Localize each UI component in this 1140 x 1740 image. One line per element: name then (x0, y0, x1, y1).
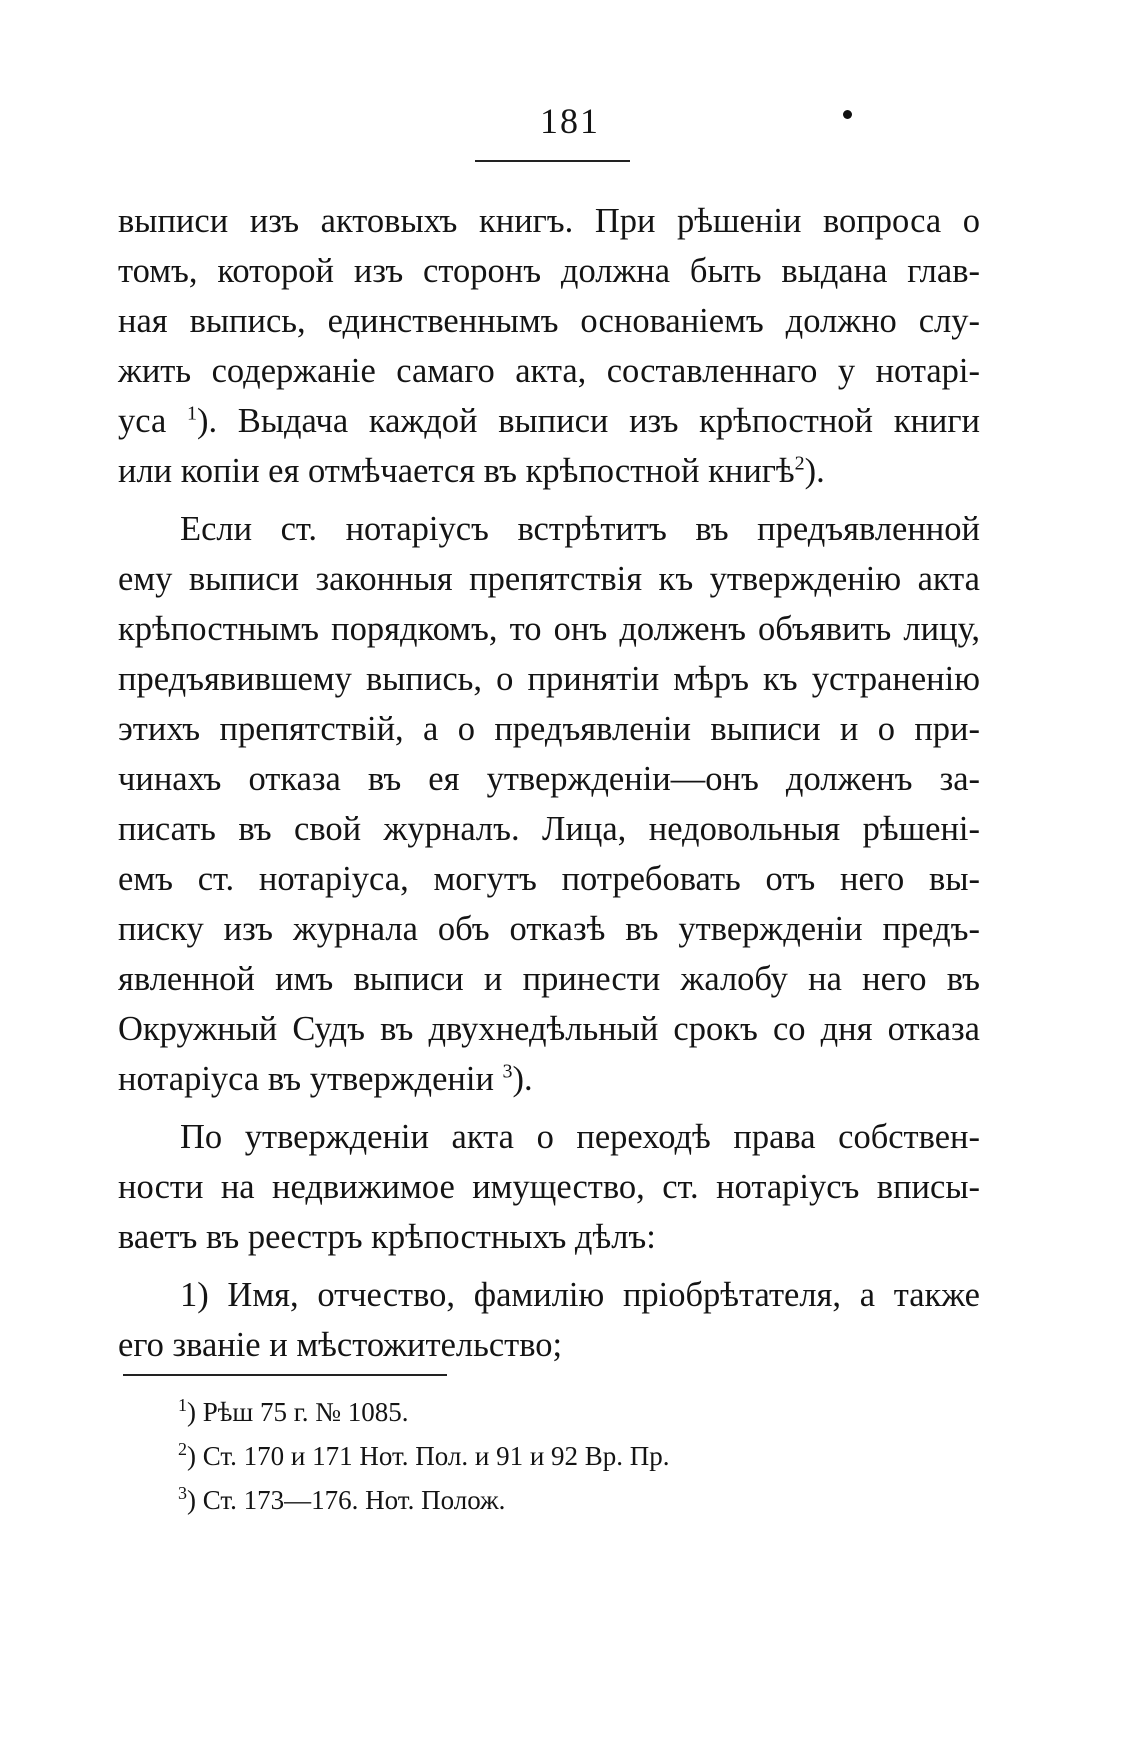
text-line: ная выпись, единственнымъ основаніемъ должно слу- (118, 302, 980, 340)
text-line: писку изъ журнала объ отказѣ въ утвержденіи предъ- (118, 910, 980, 948)
text-line: чинахъ отказа въ ея утвержденіи—онъ долженъ за- (118, 760, 980, 798)
footnote (178, 1478, 670, 1522)
footnotes (178, 1390, 670, 1522)
ink-mark (843, 110, 852, 119)
text-line: томъ, которой изъ сторонъ должна быть выдана глав- (118, 252, 980, 290)
text-fragment: нотаріуса въ утвержденіи (118, 1060, 494, 1098)
footnote-ref: 3 (502, 1060, 513, 1083)
text-line: жить содержаніе самаго акта, составленнаго у нотарі- (118, 352, 980, 390)
footnote (178, 1390, 670, 1434)
text-fragment: уса (118, 402, 167, 440)
text-line: писать въ свой журналъ. Лица, недовольныя рѣшені- (118, 810, 980, 848)
header-rule (475, 160, 630, 162)
text-fragment: или копіи ея отмѣчается въ крѣпостной книгѣ (118, 452, 795, 490)
footnote (178, 1434, 670, 1478)
text-line (118, 446, 980, 496)
footnote-ref: 2 (794, 452, 805, 475)
footnote-rule (123, 1374, 447, 1376)
text-line: крѣпостнымъ порядкомъ, то онъ долженъ объявить лицу, (118, 610, 980, 648)
footnote-text: ) Ст. 170 и 171 Нот. Пол. и 91 и 92 Вр. Пр. (187, 1441, 670, 1471)
footnote-text: ) Рѣш 75 г. № 1085. (187, 1397, 409, 1427)
text-line (118, 396, 980, 446)
text-line: его званіе и мѣстожительство; (118, 1326, 563, 1364)
text-line: Окружный Судъ въ двухнедѣльный срокъ со дня отказа (118, 1010, 980, 1048)
text-line: ваетъ въ реестръ крѣпостныхъ дѣлъ: (118, 1218, 656, 1256)
text-line (118, 1054, 980, 1104)
text-line: По утвержденіи акта о переходѣ права собствен- (180, 1118, 980, 1156)
text-line: ему выписи законныя препятствія къ утвержденію акта (118, 560, 980, 598)
text-line: Если ст. нотаріусъ встрѣтитъ въ предъявленной (180, 510, 980, 548)
text-fragment: ). Выдача каждой выписи изъ крѣпостной книги (197, 402, 980, 440)
text-line: 1) Имя, отчество, фамилію пріобрѣтателя, а также (180, 1276, 980, 1314)
text-line: выписи изъ актовыхъ книгъ. При рѣшеніи вопроса о (118, 202, 980, 240)
page-number: 181 (540, 101, 600, 141)
text-line: емъ ст. нотаріуса, могутъ потребовать отъ него вы- (118, 860, 980, 898)
text-fragment: ). (512, 1060, 533, 1098)
footnote-text: ) Ст. 173—176. Нот. Полож. (187, 1485, 506, 1515)
text-line: ности на недвижимое имущество, ст. нотаріусъ вписы- (118, 1168, 980, 1206)
footnote-ref: 1 (187, 402, 197, 425)
text-fragment: ). (804, 452, 825, 490)
footnote-marker: 2 (178, 1439, 187, 1459)
footnote-marker: 1 (178, 1395, 187, 1415)
footnote-marker: 3 (178, 1483, 187, 1503)
text-line: явленной имъ выписи и принести жалобу на него въ (118, 960, 980, 998)
text-line: этихъ препятствій, а о предъявленіи выписи и о при- (118, 710, 980, 748)
text-line: предъявившему выпись, о принятіи мѣръ къ устраненію (118, 660, 980, 698)
body-text (118, 196, 980, 1370)
